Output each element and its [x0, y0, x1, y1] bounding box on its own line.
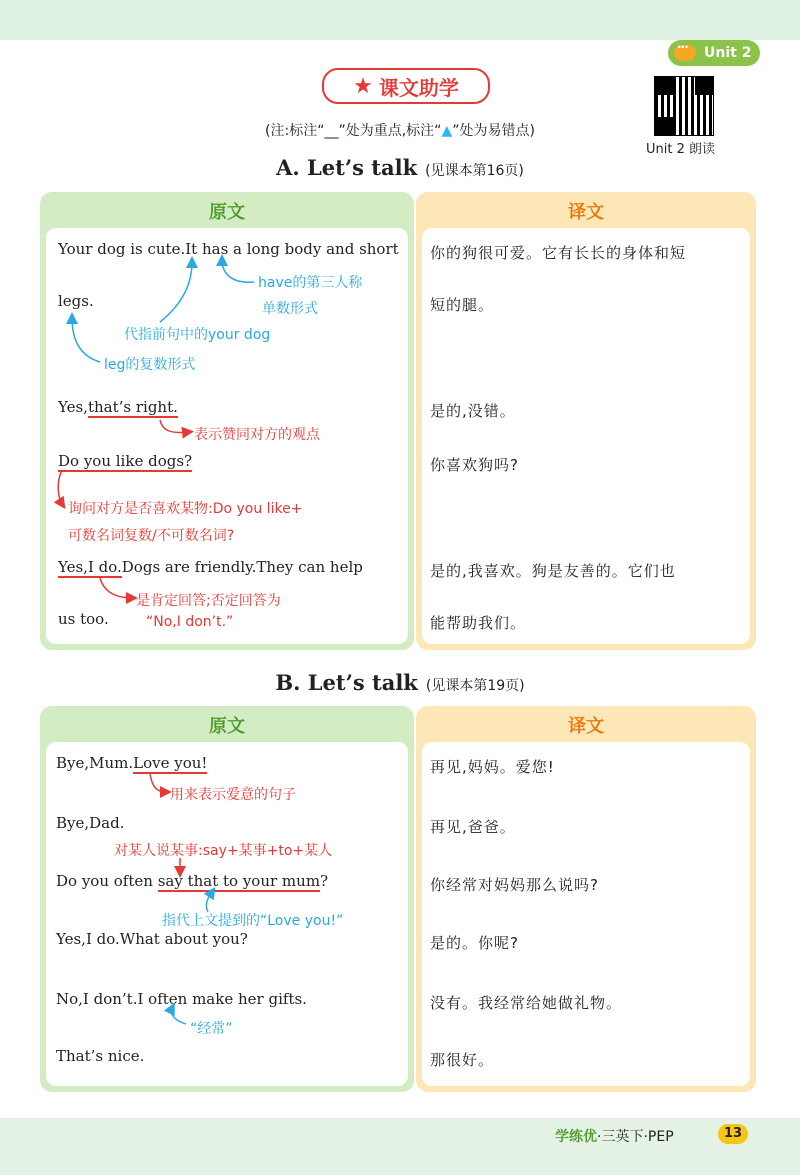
a-yes-note-1: 是肯定回答;否定回答为	[136, 593, 281, 609]
a-l3-u: that’s right.	[87, 398, 178, 416]
footer-brand: 学练优	[555, 1129, 597, 1145]
b-line-4: Yes,I do.What about you?	[56, 930, 248, 948]
a-l1-has: has	[201, 240, 229, 258]
a-l5-b: Dogs are friendly.They can help	[121, 558, 363, 576]
a-it-note: 代指前句中的your dog	[124, 327, 271, 343]
b-l1-a: Bye,Mum.	[56, 754, 134, 772]
b-line-3	[56, 872, 328, 890]
a-line-4	[58, 452, 192, 470]
b-trans-3: 你经常对妈妈那么说吗?	[430, 876, 599, 894]
b-that-note: 指代上文提到的“Love you!”	[162, 913, 344, 929]
b-l3-a: Do you often	[56, 872, 158, 890]
section-a-translation-body	[422, 228, 750, 644]
note-prefix: (注:标注“	[265, 123, 325, 139]
a-line-5	[58, 558, 363, 576]
footer	[555, 1126, 674, 1146]
note-middle: ”处为重点,标注“	[338, 123, 442, 139]
top-band	[0, 0, 800, 40]
b-say-note: 对某人说某事:say+某事+to+某人	[114, 843, 333, 859]
a-trans-1: 你的狗很可爱。它有长长的身体和短	[430, 244, 687, 262]
a-trans-3: 是的,没错。	[430, 402, 516, 420]
section-a-original-head: 原文	[209, 202, 245, 223]
a-line-6: us too.	[58, 610, 109, 628]
a-legs-note: leg的复数形式	[104, 357, 196, 373]
a-line-2: legs.	[58, 292, 94, 310]
section-a-ref: (见课本第16页)	[425, 163, 524, 179]
bottom-band	[0, 1118, 800, 1175]
speech-bubble-icon	[674, 45, 696, 61]
b-l1-u: Love you!	[133, 754, 208, 772]
b-l3-b: ?	[320, 872, 329, 890]
section-a-original-panel	[40, 192, 414, 650]
b-often-note: “经常”	[190, 1021, 233, 1037]
b-line-5: No,I don’t.I often make her gifts.	[56, 990, 307, 1008]
a-has-note-1: have的第三人称	[258, 275, 363, 291]
unit-badge	[668, 40, 760, 66]
legend-note	[0, 120, 800, 140]
b-trans-5: 没有。我经常给她做礼物。	[430, 994, 623, 1012]
a-trans-2: 短的腿。	[430, 296, 495, 314]
b-line-6: That’s nice.	[56, 1047, 145, 1065]
qr-label: Unit 2 朗读	[646, 142, 715, 157]
section-b-translation-head: 译文	[568, 716, 604, 737]
section-a-heading: A. Let’s talk	[276, 155, 418, 180]
section-b-original-head: 原文	[209, 716, 245, 737]
banner-title-text: 课文助学	[378, 75, 459, 100]
a-right-note: 表示赞同对方的观点	[194, 427, 320, 443]
note-underscore: __	[324, 123, 339, 139]
a-l3-a: Yes,	[58, 398, 88, 416]
b-l3-u: say that to your mum	[157, 872, 321, 890]
a-line-1	[58, 240, 399, 258]
b-trans-4: 是的。你呢?	[430, 934, 519, 952]
triangle-icon: ▲	[441, 123, 453, 139]
a-l1-it: It	[185, 240, 198, 258]
a-l1-a: Your dog is cute.	[58, 240, 186, 258]
a-line-3	[58, 398, 178, 416]
b-love-note: 用来表示爱意的句子	[170, 787, 296, 803]
a-like-note-1: 询问对方是否喜欢某物:Do you like+	[68, 501, 303, 517]
unit-badge-label: Unit 2	[704, 45, 752, 61]
star-icon: ★	[353, 73, 373, 99]
section-a-title	[0, 155, 800, 180]
a-trans-6: 能帮助我们。	[430, 614, 527, 632]
a-has-note-2: 单数形式	[262, 301, 318, 317]
page-number: 13	[718, 1124, 748, 1144]
section-b-heading: B. Let’s talk	[275, 670, 418, 695]
a-trans-4: 你喜欢狗吗?	[430, 456, 519, 474]
section-b-translation-body	[422, 742, 750, 1086]
a-l5-u: Yes,I do.	[58, 558, 122, 576]
a-yes-note-2: “No,I don’t.”	[146, 614, 234, 630]
a-l4-u: Do you like dogs?	[58, 452, 193, 470]
b-trans-6: 那很好。	[430, 1051, 495, 1069]
section-a-translation-head: 译文	[568, 202, 604, 223]
b-trans-2: 再见,爸爸。	[430, 818, 516, 836]
note-suffix: ”处为易错点)	[452, 123, 535, 139]
b-line-1	[56, 754, 207, 772]
section-b-title	[0, 670, 800, 695]
a-like-note-2: 可数名词复数/不可数名词?	[68, 528, 235, 544]
section-b-ref: (见课本第19页)	[425, 678, 525, 694]
footer-rest: ·三英下·PEP	[597, 1129, 674, 1145]
a-l1-c: a long body and short	[228, 240, 399, 258]
banner-title	[322, 68, 490, 104]
b-trans-1: 再见,妈妈。爱您!	[430, 758, 555, 776]
b-line-2: Bye,Dad.	[56, 814, 125, 832]
a-trans-5: 是的,我喜欢。狗是友善的。它们也	[430, 562, 676, 580]
